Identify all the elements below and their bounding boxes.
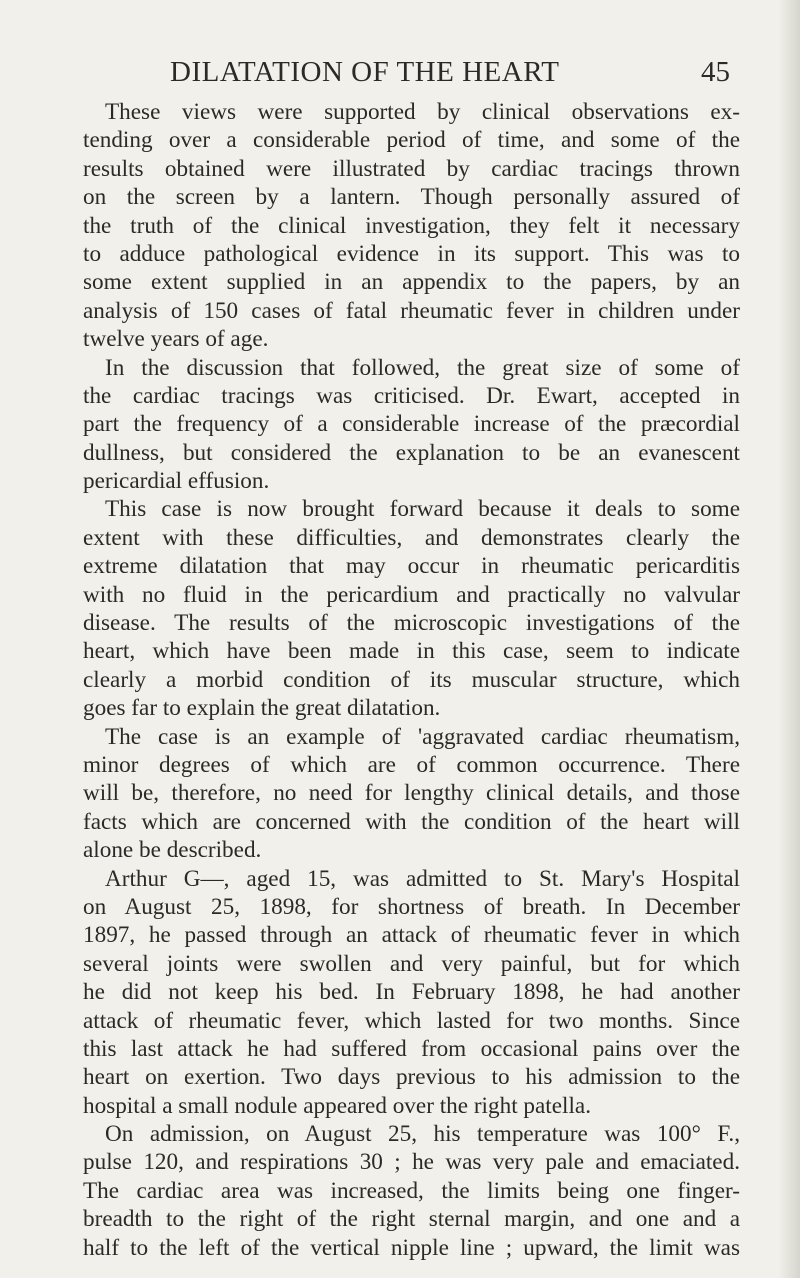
- text-line: dullness, but considered the explanation to be an evanescent: [83, 439, 740, 466]
- text-line: goes far to explain the great dilatation.: [83, 695, 441, 722]
- text-line: heart, which have been made in this case, seem to indicate: [83, 638, 740, 665]
- text-line: twelve years of age.: [83, 326, 269, 353]
- text-line: results obtained were illustrated by cardiac tracings thrown: [83, 155, 740, 182]
- text-line: alone be described.: [83, 837, 262, 864]
- text-line: pericardial effusion.: [83, 468, 270, 495]
- text-line: hospital a small nodule appeared over the right patella.: [83, 1092, 592, 1119]
- text-line: some extent supplied in an appendix to the papers, by an: [83, 269, 740, 296]
- text-line: with no fluid in the pericardium and practically no valvular: [83, 581, 740, 608]
- text-line: The case is an example of 'aggravated cardiac rheumatism,: [105, 723, 740, 750]
- text-line: the truth of the clinical investigation, they felt it necessary: [83, 212, 740, 239]
- text-line: half to the left of the vertical nipple line ; upward, the limit was: [83, 1234, 740, 1261]
- text-line: pulse 120, and respirations 30 ; he was very pale and emaciated.: [83, 1149, 740, 1176]
- text-line: tending over a considerable period of time, and some of the: [83, 127, 740, 154]
- text-line: breadth to the right of the right sternal margin, and one and a: [83, 1206, 740, 1233]
- text-line: minor degrees of which are of common occurrence. There: [83, 751, 740, 778]
- text-line: This case is now brought forward because it deals to some: [105, 496, 740, 523]
- text-line: clearly a morbid condition of its muscular structure, which: [83, 666, 740, 693]
- text-line: on August 25, 1898, for shortness of breath. In December: [83, 893, 740, 920]
- text-line: These views were supported by clinical observations ex-: [105, 99, 740, 125]
- page-number: 45: [701, 56, 730, 88]
- text-line: attack of rheumatic fever, which lasted for two months. Since: [83, 1007, 740, 1034]
- text-line: extreme dilatation that may occur in rheumatic pericarditis: [83, 553, 740, 580]
- text-line: extent with these difficulties, and demonstrates clearly the: [83, 524, 740, 551]
- text-line: facts which are concerned with the condition of the heart will: [83, 808, 740, 835]
- body-text: [83, 98, 740, 1262]
- text-line: will be, therefore, no need for lengthy clinical details, and those: [83, 780, 740, 807]
- text-line: this last attack he had suffered from occasional pains over the: [83, 1035, 740, 1062]
- text-line: the cardiac tracings was criticised. Dr. Ewart, accepted in: [83, 382, 740, 409]
- page-header: [170, 56, 730, 96]
- text-line: analysis of 150 cases of fatal rheumatic fever in children under: [83, 297, 740, 324]
- text-line: on the screen by a lantern. Though personally assured of: [83, 184, 740, 211]
- text-line: The cardiac area was increased, the limits being one finger-: [83, 1177, 740, 1204]
- text-line: On admission, on August 25, his temperature was 100° F.,: [105, 1121, 740, 1148]
- page-edge-shadow: [778, 0, 800, 1278]
- text-line: part the frequency of a considerable increase of the præcordial: [83, 411, 740, 438]
- text-line: heart on exertion. Two days previous to his admission to the: [83, 1064, 740, 1091]
- text-line: Arthur G—, aged 15, was admitted to St. Mary's Hospital: [105, 865, 740, 892]
- text-line: disease. The results of the microscopic investigations of the: [83, 610, 740, 637]
- text-line: to adduce pathological evidence in its support. This was to: [83, 240, 740, 267]
- text-line: In the discussion that followed, the great size of some of: [105, 354, 740, 381]
- text-line: several joints were swollen and very painful, but for which: [83, 950, 740, 977]
- running-title: DILATATION OF THE HEART: [170, 56, 560, 88]
- text-line: 1897, he passed through an attack of rheumatic fever in which: [83, 922, 740, 949]
- text-line: he did not keep his bed. In February 1898, he had another: [83, 979, 740, 1006]
